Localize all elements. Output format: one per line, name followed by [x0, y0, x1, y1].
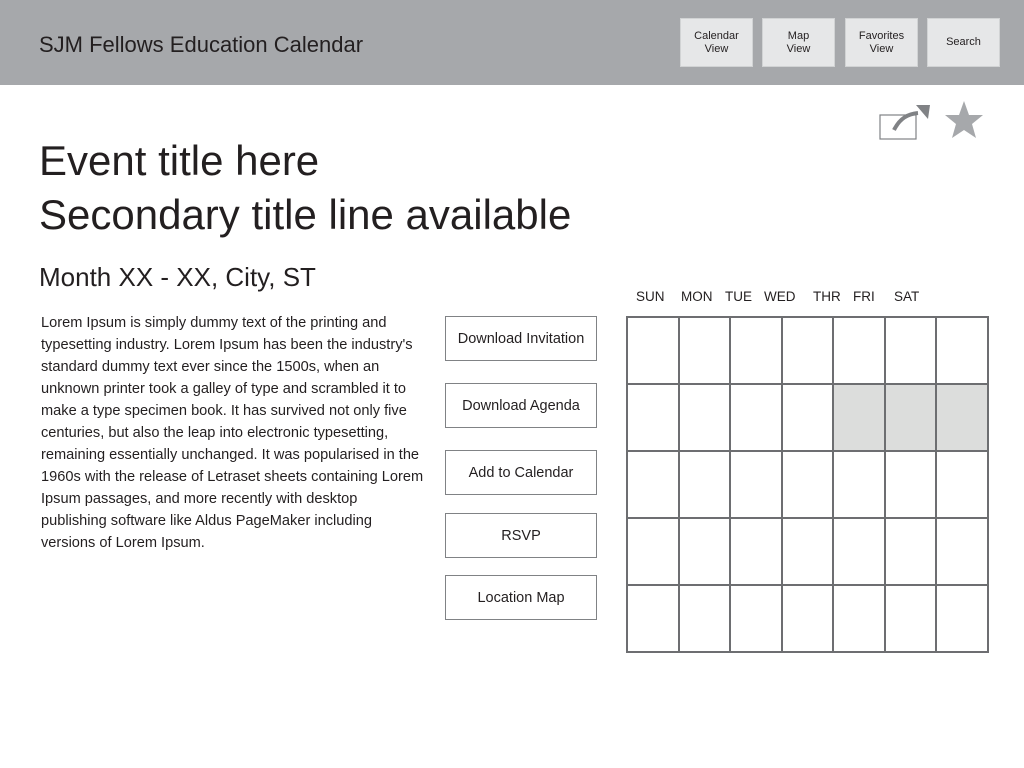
calendar-cell[interactable]	[782, 585, 834, 652]
calendar-cell[interactable]	[936, 585, 988, 652]
event-description: Lorem Ipsum is simply dummy text of the printing and typesetting industry. Lorem Ipsum has been the industry's standard dummy text ever since the 1500s, when an unknown printer took a galley of type and scrambled it to make a type specimen book. It has survived not only five centuries, but also the leap into electronic typesetting, remaining essentially unchanged. It was popularised in the 1960s with the release of Letraset sheets containing Lorem Ipsum passages, and more recently with desktop publishing software like Aldus PageMaker including versions of Lorem Ipsum.	[41, 315, 424, 551]
app-header	[0, 0, 1024, 85]
calendar-cell[interactable]	[833, 518, 885, 585]
calendar-cell[interactable]	[730, 518, 782, 585]
calendar-cell[interactable]	[885, 317, 937, 384]
calendar-cell[interactable]	[782, 451, 834, 518]
calendar-cell[interactable]	[936, 384, 988, 451]
calendar-cell[interactable]	[730, 585, 782, 652]
calendar-cell[interactable]	[885, 451, 937, 518]
location-map-button[interactable]: Location Map	[445, 575, 597, 620]
calendar-cell[interactable]	[730, 317, 782, 384]
day-label-sun: SUN	[636, 289, 665, 304]
calendar-cell[interactable]	[782, 518, 834, 585]
calendar-cell[interactable]	[936, 451, 988, 518]
day-label-sat: SAT	[894, 289, 920, 304]
calendar-cell[interactable]	[833, 384, 885, 451]
calendar-grid	[626, 316, 989, 653]
download-invitation-button[interactable]: Download Invitation	[445, 316, 597, 361]
search-button[interactable]: Search	[927, 18, 1000, 67]
calendar-cell[interactable]	[936, 518, 988, 585]
calendar-cell[interactable]	[679, 518, 731, 585]
app-title: SJM Fellows Education Calendar	[39, 32, 364, 57]
calendar-view-button[interactable]: Calendar View	[680, 18, 753, 67]
calendar-cell[interactable]	[627, 384, 679, 451]
calendar-cell[interactable]	[782, 317, 834, 384]
day-label-tue: TUE	[725, 289, 752, 304]
calendar-cell[interactable]	[833, 317, 885, 384]
calendar-cell[interactable]	[936, 317, 988, 384]
download-agenda-button[interactable]: Download Agenda	[445, 383, 597, 428]
event-subtitle: Secondary title line available	[39, 191, 572, 238]
calendar-cell[interactable]	[833, 585, 885, 652]
calendar-cell[interactable]	[679, 384, 731, 451]
event-title: Event title here	[39, 137, 320, 184]
day-label-wed: WED	[764, 289, 796, 304]
calendar-cell[interactable]	[679, 317, 731, 384]
share-icon[interactable]	[878, 102, 932, 142]
calendar-cell[interactable]	[627, 518, 679, 585]
calendar-cell[interactable]	[885, 518, 937, 585]
calendar-cell[interactable]	[627, 451, 679, 518]
event-date-location: Month XX - XX, City, ST	[39, 262, 316, 292]
calendar-cell[interactable]	[627, 317, 679, 384]
map-view-button[interactable]: Map View	[762, 18, 835, 67]
day-label-mon: MON	[681, 289, 713, 304]
calendar-cell[interactable]	[782, 384, 834, 451]
calendar-cell[interactable]	[730, 451, 782, 518]
calendar-cell[interactable]	[627, 585, 679, 652]
favorites-view-button[interactable]: Favorites View	[845, 18, 918, 67]
calendar-cell[interactable]	[885, 585, 937, 652]
calendar-cell[interactable]	[679, 451, 731, 518]
day-label-fri: FRI	[853, 289, 875, 304]
calendar-cell[interactable]	[833, 451, 885, 518]
star-icon[interactable]	[943, 100, 985, 142]
calendar-cell[interactable]	[679, 585, 731, 652]
rsvp-button[interactable]: RSVP	[445, 513, 597, 558]
day-label-thr: THR	[813, 289, 841, 304]
calendar-cell[interactable]	[885, 384, 937, 451]
calendar-cell[interactable]	[730, 384, 782, 451]
add-to-calendar-button[interactable]: Add to Calendar	[445, 450, 597, 495]
